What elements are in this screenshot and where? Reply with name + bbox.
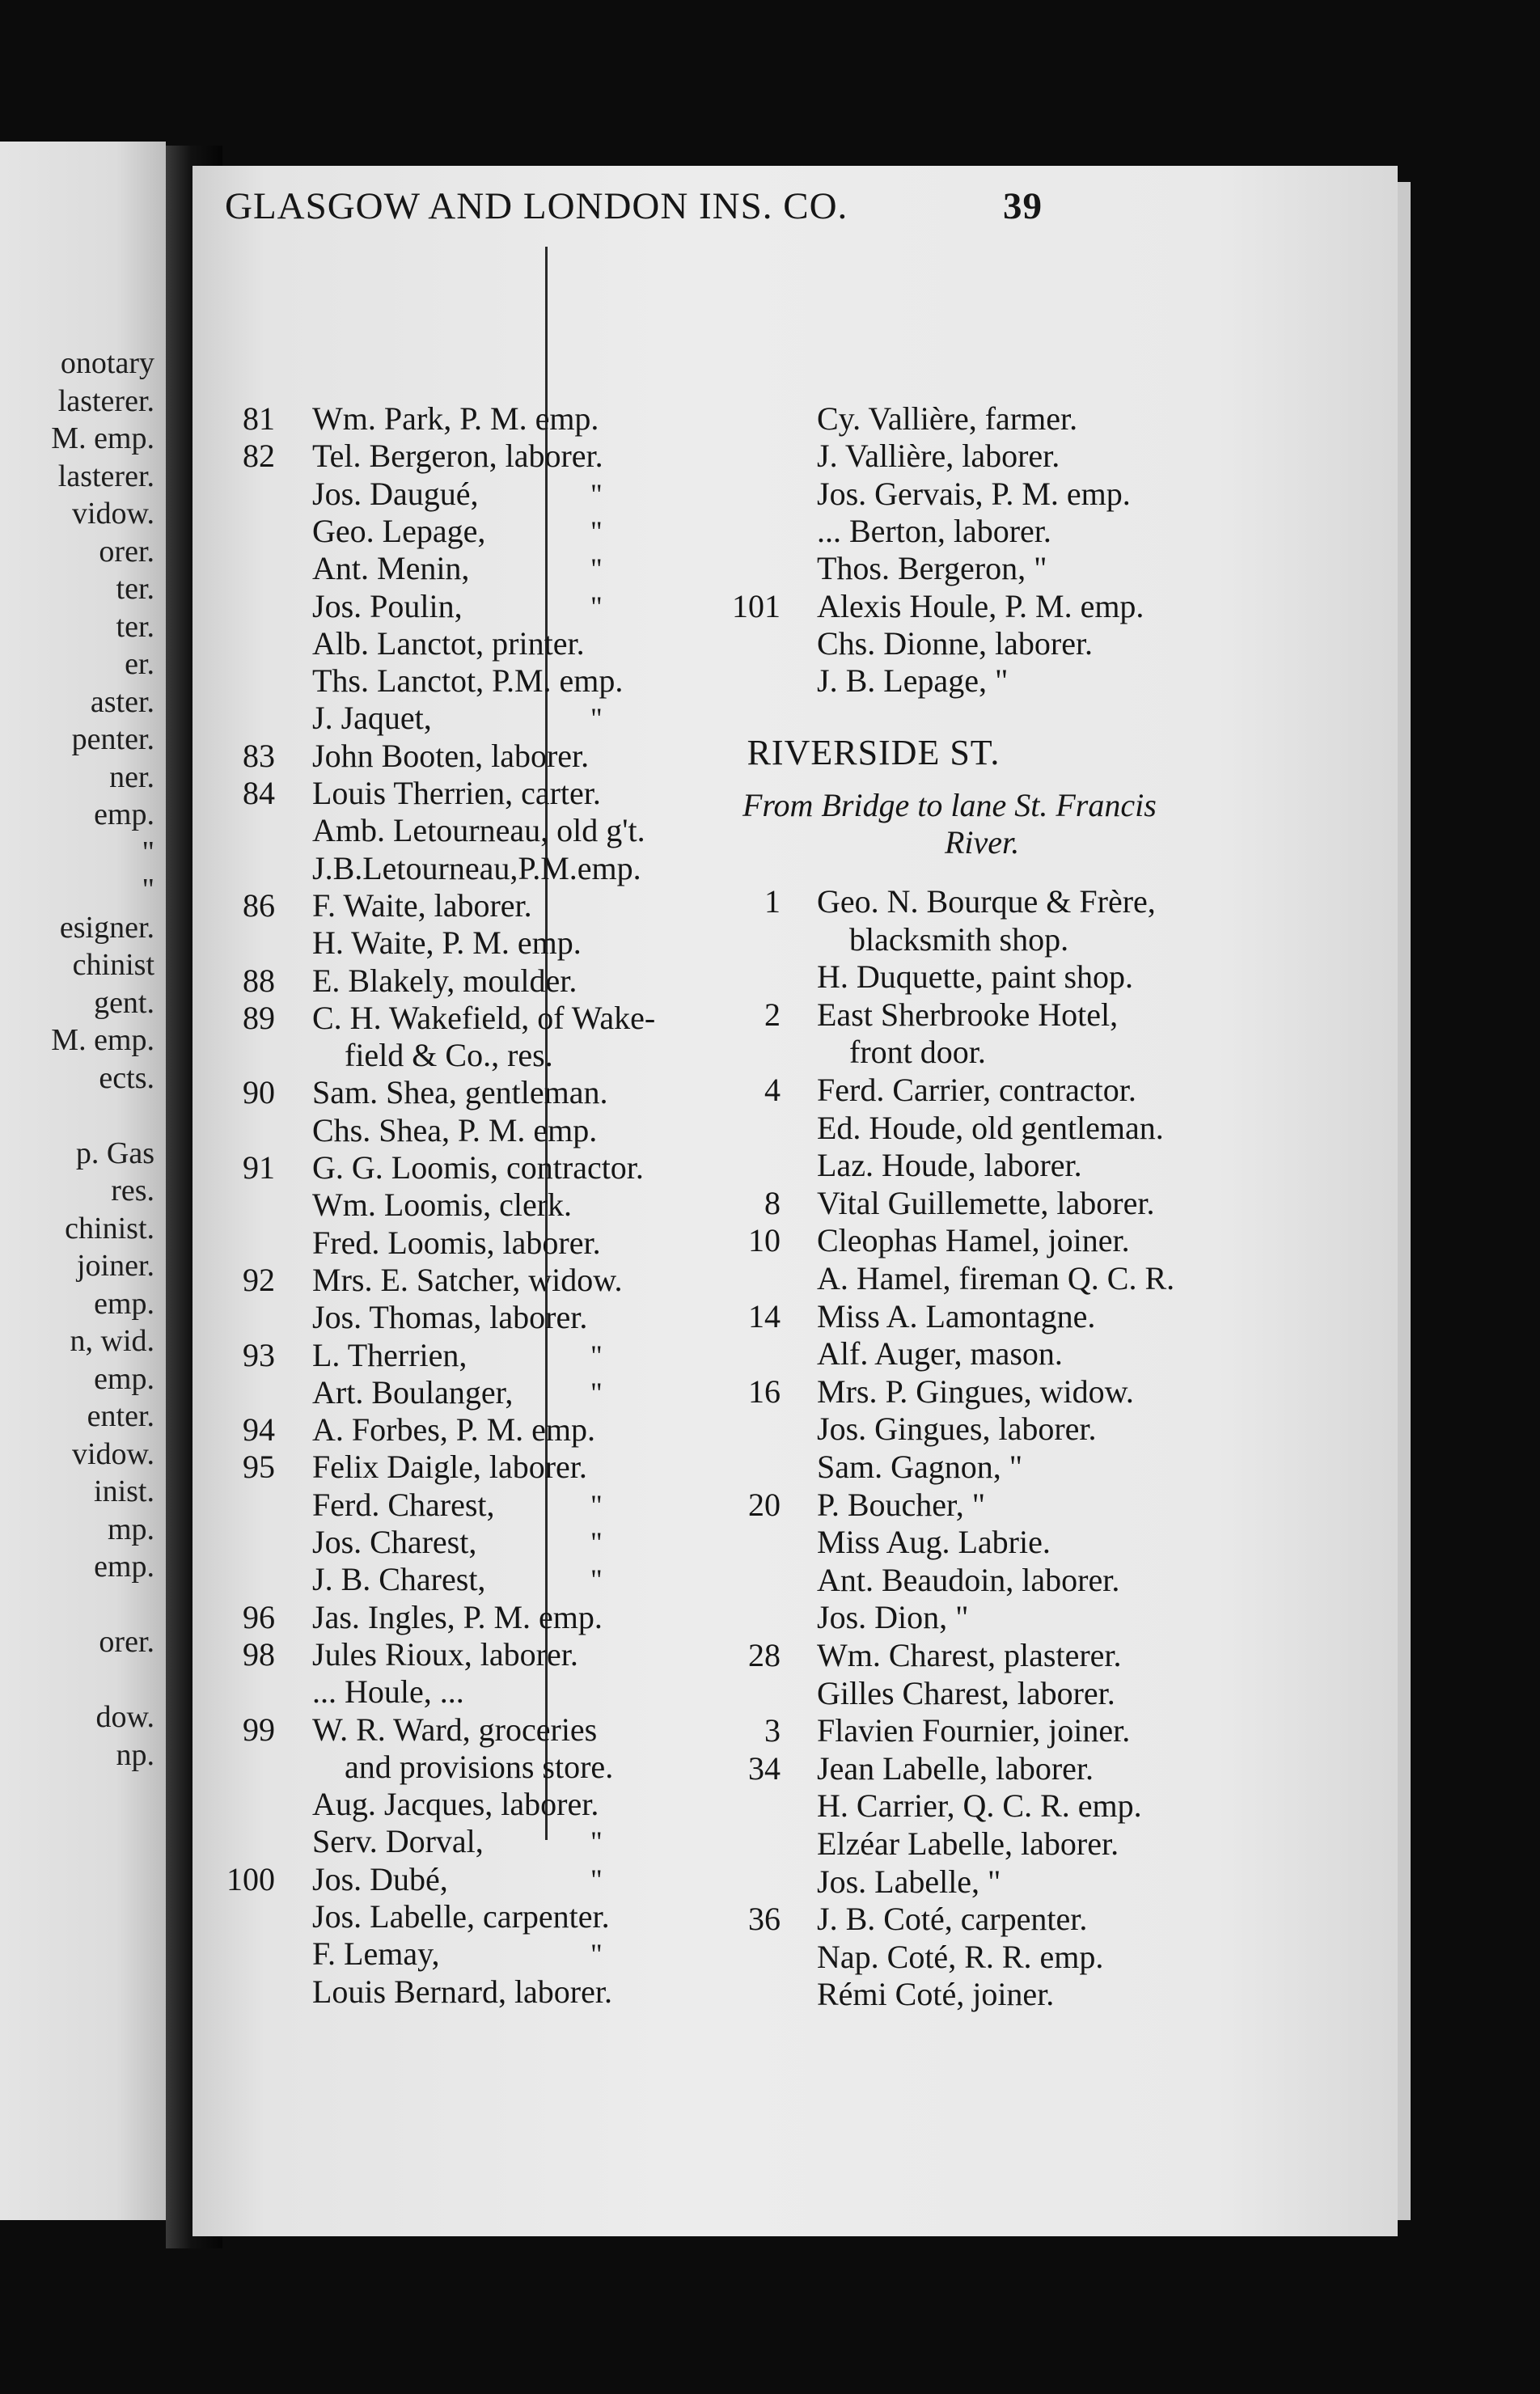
ditto-mark: ": [590, 1825, 603, 1858]
resident-entry: Serv. Dorval,: [312, 1823, 484, 1859]
resident-entry: Mrs. E. Satcher, widow.: [312, 1262, 623, 1298]
page-number: 39: [1003, 185, 1043, 227]
resident-entry: H. Waite, P. M. emp.: [312, 924, 582, 961]
house-number: 95: [243, 1449, 275, 1485]
resident-entry: Jean Labelle, laborer.: [817, 1750, 1094, 1787]
house-number: 91: [243, 1149, 275, 1186]
resident-entry: Jos. Thomas, laborer.: [312, 1299, 588, 1335]
previous-page-edge: [0, 142, 166, 2220]
previous-page-text: ": [142, 873, 154, 907]
resident-entry: Wm. Park, P. M. emp.: [312, 400, 599, 437]
resident-entry: J.B.Letourneau,P.M.emp.: [312, 850, 641, 886]
previous-page-text: ter.: [116, 572, 154, 606]
previous-page-text: res.: [111, 1174, 154, 1208]
house-number: 93: [243, 1337, 275, 1373]
ditto-mark: ": [590, 702, 603, 734]
previous-page-text: esigner.: [59, 910, 154, 945]
resident-entry: F. Lemay,: [312, 1935, 440, 1972]
previous-page-text: inist.: [94, 1474, 154, 1508]
previous-page-text: penter.: [71, 722, 154, 756]
house-number: 2: [764, 996, 781, 1033]
section-title: RIVERSIDE ST.: [747, 733, 1001, 772]
section-subtitle-line1: From Bridge to lane St. Francis: [742, 787, 1157, 823]
resident-entry: blacksmith shop.: [849, 921, 1069, 958]
previous-page-text: ": [142, 835, 154, 869]
resident-entry: Louis Bernard, laborer.: [312, 1973, 612, 2010]
previous-page-text: orer.: [99, 534, 154, 569]
resident-entry: C. H. Wakefield, of Wake-: [312, 1000, 656, 1036]
resident-entry: Flavien Fournier, joiner.: [817, 1712, 1131, 1749]
resident-entry: Chs. Shea, P. M. emp.: [312, 1112, 598, 1148]
previous-page-text: M. emp.: [51, 1023, 154, 1057]
resident-entry: Jas. Ingles, P. M. emp.: [312, 1599, 603, 1635]
resident-entry: Geo. N. Bourque & Frère,: [817, 883, 1156, 920]
resident-entry: G. G. Loomis, contractor.: [312, 1149, 644, 1186]
previous-page-text: emp.: [94, 1361, 154, 1396]
house-number: 81: [243, 400, 275, 437]
house-number: 82: [243, 438, 275, 474]
resident-entry: and provisions store.: [345, 1749, 614, 1785]
house-number: 100: [226, 1861, 275, 1897]
ditto-mark: ": [590, 1489, 603, 1521]
resident-entry: H. Carrier, Q. C. R. emp.: [817, 1787, 1142, 1824]
resident-entry: Fred. Loomis, laborer.: [312, 1224, 601, 1261]
house-number: 10: [748, 1222, 781, 1258]
resident-entry: Chs. Dionne, laborer.: [817, 625, 1094, 662]
previous-page-text: dow.: [95, 1700, 154, 1734]
resident-entry: A. Forbes, P. M. emp.: [312, 1411, 596, 1448]
resident-entry: Cy. Vallière, farmer.: [817, 400, 1078, 437]
resident-entry: Mrs. P. Gingues, widow.: [817, 1373, 1134, 1410]
resident-entry: Ferd. Carrier, contractor.: [817, 1072, 1136, 1108]
ditto-mark: ": [590, 515, 603, 548]
resident-entry: Wm. Charest, plasterer.: [817, 1637, 1122, 1673]
resident-entry: Elzéar Labelle, laborer.: [817, 1825, 1119, 1862]
resident-entry: E. Blakely, moulder.: [312, 962, 578, 999]
resident-entry: Miss Aug. Labrie.: [817, 1524, 1051, 1560]
resident-entry: Jos. Dubé,: [312, 1861, 448, 1897]
resident-entry: A. Hamel, fireman Q. C. R.: [817, 1260, 1175, 1296]
ditto-mark: ": [590, 1339, 603, 1372]
house-number: 92: [243, 1262, 275, 1298]
house-number: 8: [764, 1185, 781, 1221]
resident-entry: F. Waite, laborer.: [312, 887, 532, 924]
resident-entry: ... Berton, laborer.: [817, 513, 1051, 549]
resident-entry: Art. Boulanger,: [312, 1374, 514, 1411]
previous-page-text: np.: [116, 1737, 154, 1772]
resident-entry: Ant. Menin,: [312, 550, 470, 586]
resident-entry: Jos. Gingues, laborer.: [817, 1411, 1097, 1447]
resident-entry: Alexis Houle, P. M. emp.: [817, 588, 1144, 624]
previous-page-text: n, wid.: [70, 1324, 154, 1358]
previous-page-text: mp.: [107, 1512, 154, 1546]
resident-entry: Jos. Daugué,: [312, 476, 479, 512]
previous-page-text: vidow.: [71, 497, 154, 531]
resident-entry: John Booten, laborer.: [312, 738, 590, 774]
previous-page-text: onotary: [60, 346, 154, 380]
resident-entry: Gilles Charest, laborer.: [817, 1675, 1115, 1711]
resident-entry: H. Duquette, paint shop.: [817, 958, 1134, 995]
house-number: 28: [748, 1637, 781, 1673]
resident-entry: Jos. Poulin,: [312, 588, 463, 624]
resident-entry: J. Jaquet,: [312, 700, 432, 736]
house-number: 94: [243, 1411, 275, 1448]
house-number: 101: [732, 588, 781, 624]
resident-entry: L. Therrien,: [312, 1337, 468, 1373]
resident-entry: Aug. Jacques, laborer.: [312, 1786, 599, 1822]
previous-page-text: lasterer.: [57, 383, 154, 418]
resident-entry: Nap. Coté, R. R. emp.: [817, 1939, 1104, 1975]
resident-entry: Jules Rioux, laborer.: [312, 1636, 578, 1673]
resident-entry: Rémi Coté, joiner.: [817, 1976, 1055, 2012]
house-number: 20: [748, 1487, 781, 1523]
resident-entry: Ths. Lanctot, P.M. emp.: [312, 662, 624, 699]
house-number: 16: [748, 1373, 781, 1410]
ditto-mark: ": [590, 1863, 603, 1896]
previous-page-text: chinist: [72, 948, 154, 982]
house-number: 96: [243, 1599, 275, 1635]
house-number: 14: [748, 1298, 781, 1334]
ditto-mark: ": [590, 590, 603, 623]
house-number: 88: [243, 962, 275, 999]
resident-entry: Miss A. Lamontagne.: [817, 1298, 1096, 1334]
resident-entry: Wm. Loomis, clerk.: [312, 1186, 573, 1223]
resident-entry: Felix Daigle, laborer.: [312, 1449, 587, 1485]
resident-entry: front door.: [849, 1034, 986, 1070]
resident-entry: Sam. Gagnon, ": [817, 1449, 1023, 1485]
house-number: 98: [243, 1636, 275, 1673]
previous-page-text: M. emp.: [51, 421, 154, 455]
page-title: GLASGOW AND LONDON INS. CO.: [225, 185, 848, 227]
resident-entry: Tel. Bergeron, laborer.: [312, 438, 603, 474]
house-number: 3: [764, 1712, 781, 1749]
house-number: 1: [764, 883, 781, 920]
house-number: 36: [748, 1901, 781, 1937]
previous-page-text: lasterer.: [57, 459, 154, 493]
resident-entry: Geo. Lepage,: [312, 513, 486, 549]
previous-page-text: vidow.: [71, 1436, 154, 1471]
resident-entry: P. Boucher, ": [817, 1487, 986, 1523]
resident-entry: Vital Guillemette, laborer.: [817, 1185, 1155, 1221]
previous-page-text: joiner.: [76, 1249, 154, 1283]
resident-entry: J. B. Charest,: [312, 1561, 486, 1597]
ditto-mark: ": [590, 552, 603, 585]
resident-entry: Jos. Charest,: [312, 1524, 477, 1560]
resident-entry: J. B. Coté, carpenter.: [817, 1901, 1088, 1937]
house-number: 83: [243, 738, 275, 774]
resident-entry: J. Vallière, laborer.: [817, 438, 1060, 474]
resident-entry: Thos. Bergeron, ": [817, 550, 1047, 586]
resident-entry: field & Co., res.: [345, 1037, 553, 1073]
resident-entry: Cleophas Hamel, joiner.: [817, 1222, 1130, 1258]
house-number: 86: [243, 887, 275, 924]
previous-page-text: ter.: [116, 609, 154, 644]
previous-page-text: ner.: [109, 759, 154, 794]
house-number: 4: [764, 1072, 781, 1108]
ditto-mark: ": [590, 1526, 603, 1559]
previous-page-text: enter.: [87, 1399, 154, 1433]
resident-entry: Ant. Beaudoin, laborer.: [817, 1562, 1120, 1598]
house-number: 84: [243, 775, 275, 811]
previous-page-text: emp.: [94, 1550, 154, 1584]
resident-entry: Jos. Dion, ": [817, 1599, 969, 1635]
resident-entry: Ed. Houde, old gentleman.: [817, 1110, 1164, 1146]
previous-page-text: er.: [125, 647, 154, 681]
resident-entry: Sam. Shea, gentleman.: [312, 1074, 608, 1110]
house-number: 90: [243, 1074, 275, 1110]
resident-entry: ... Houle, ...: [312, 1673, 464, 1710]
resident-entry: Amb. Letourneau, old g't.: [312, 812, 645, 848]
resident-entry: Alb. Lanctot, printer.: [312, 625, 585, 662]
resident-entry: Laz. Houde, laborer.: [817, 1147, 1082, 1183]
house-number: 34: [748, 1750, 781, 1787]
resident-entry: Jos. Labelle, carpenter.: [312, 1898, 610, 1935]
ditto-mark: ": [590, 1563, 603, 1596]
resident-entry: Alf. Auger, mason.: [817, 1335, 1063, 1372]
resident-entry: Ferd. Charest,: [312, 1487, 495, 1523]
previous-page-text: emp.: [94, 797, 154, 831]
resident-entry: J. B. Lepage, ": [817, 662, 1009, 699]
house-number: 99: [243, 1711, 275, 1748]
previous-page-text: chinist.: [65, 1211, 154, 1246]
house-number: 89: [243, 1000, 275, 1036]
ditto-mark: ": [590, 478, 603, 510]
section-subtitle-line2: River.: [945, 824, 1020, 861]
resident-entry: Jos. Gervais, P. M. emp.: [817, 476, 1131, 512]
page-header: [0, 184, 1540, 233]
previous-page-text: emp.: [94, 1286, 154, 1321]
ditto-mark: ": [590, 1938, 603, 1970]
resident-entry: Jos. Labelle, ": [817, 1863, 1001, 1900]
previous-page-text: aster.: [90, 684, 154, 719]
previous-page-text: gent.: [94, 985, 154, 1020]
resident-entry: East Sherbrooke Hotel,: [817, 996, 1119, 1033]
previous-page-text: p. Gas: [75, 1136, 154, 1170]
previous-page-text: orer.: [99, 1625, 154, 1659]
resident-entry: Louis Therrien, carter.: [312, 775, 601, 811]
previous-page-text: ects.: [99, 1060, 154, 1095]
ditto-mark: ": [590, 1377, 603, 1409]
resident-entry: W. R. Ward, groceries: [312, 1711, 598, 1748]
